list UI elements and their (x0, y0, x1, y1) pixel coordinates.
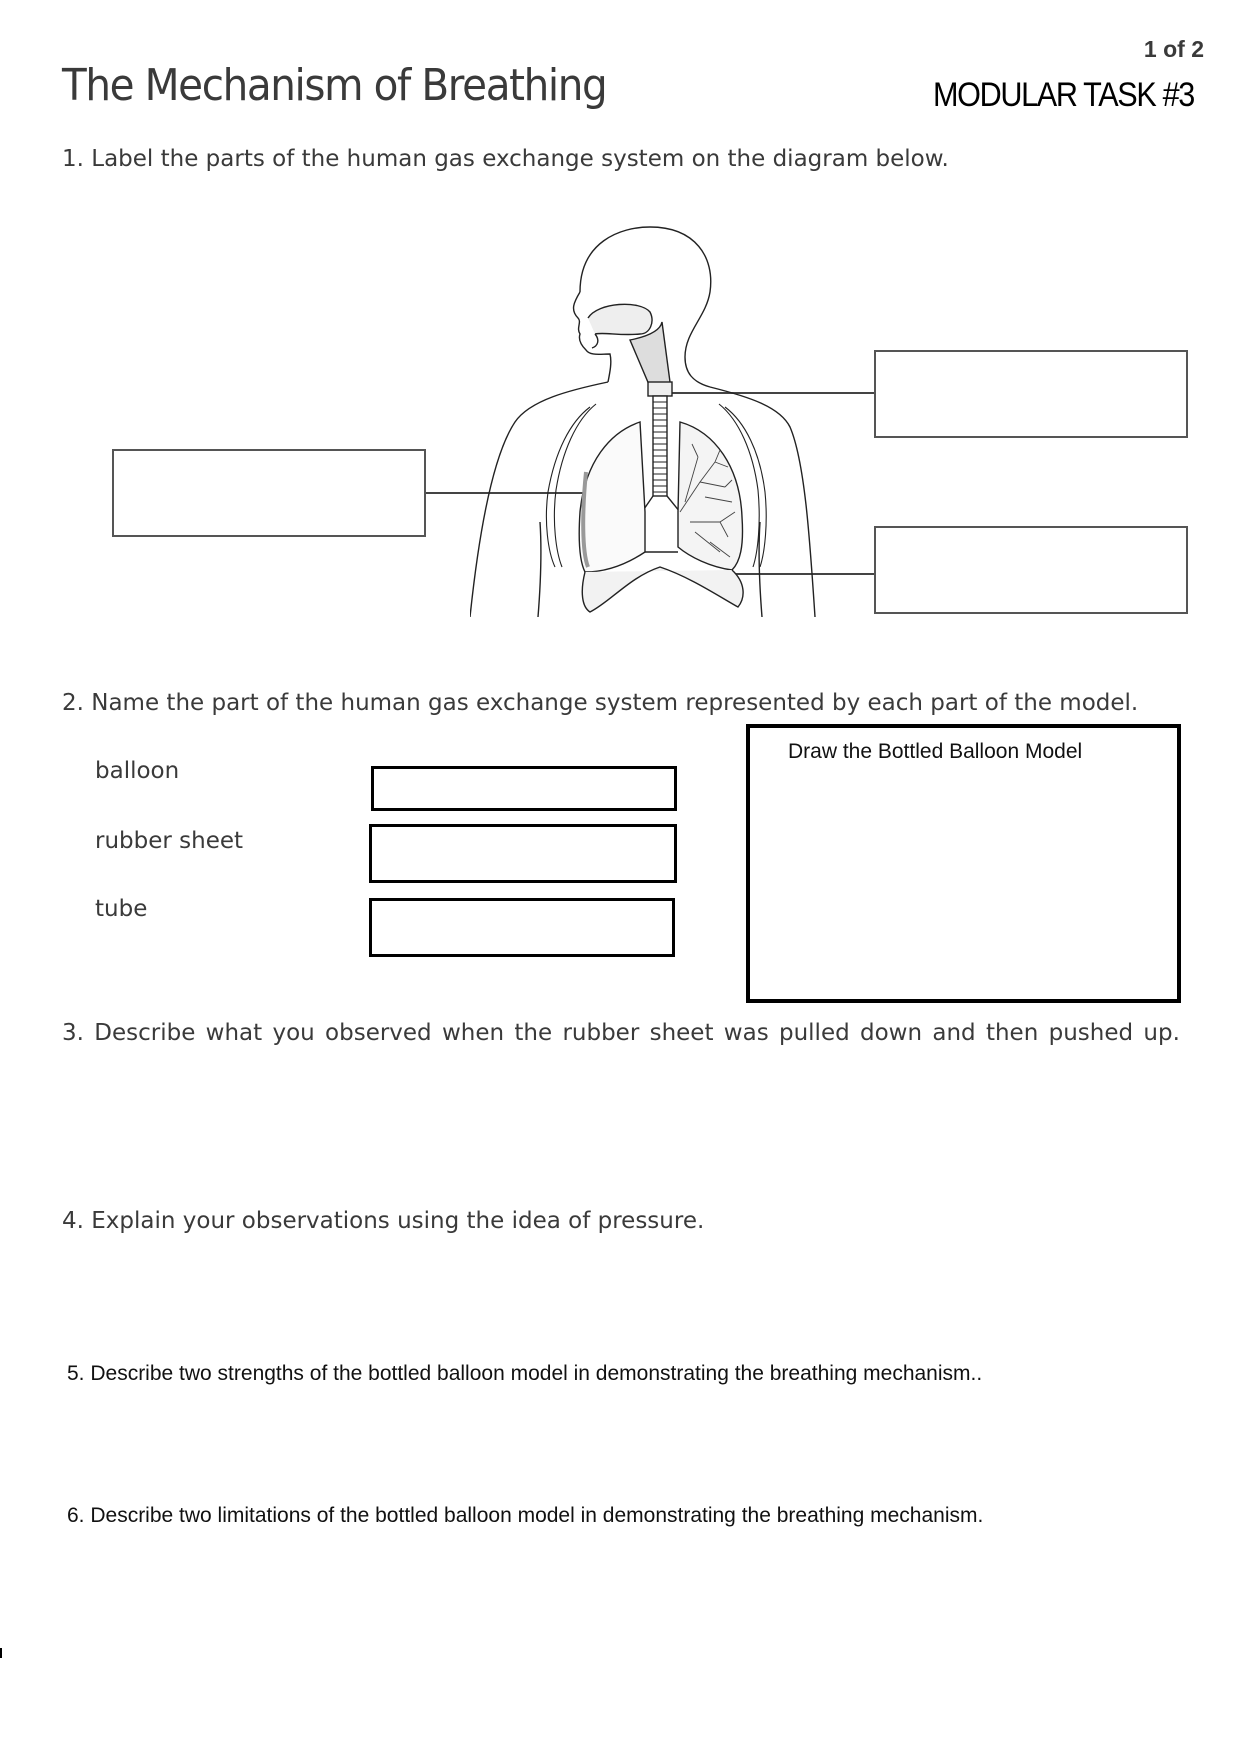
draw-box-title: Draw the Bottled Balloon Model (788, 740, 1083, 763)
question-1: 1. Label the parts of the human gas exchange system on the diagram below. (62, 146, 949, 172)
question-2: 2. Name the part of the human gas exchange system represented by each part of the model. (62, 690, 1139, 716)
task-label: MODULAR TASK #3 (933, 76, 1194, 114)
answer-area-q5[interactable] (62, 1395, 1202, 1500)
question-4: 4. Explain your observations using the idea of pressure. (62, 1208, 705, 1234)
question-6: 6. Describe two limitations of the bottled balloon model in demonstrating the breathing mechanism. (67, 1504, 984, 1527)
page-title: The Mechanism of Breathing (62, 60, 607, 111)
answer-area-q3[interactable] (62, 1060, 1202, 1180)
answer-area-q4[interactable] (62, 1245, 1202, 1355)
label-box-trachea[interactable] (874, 350, 1188, 438)
page-indicator: 1 of 2 (1143, 36, 1204, 62)
answer-area-q6[interactable] (62, 1540, 1202, 1720)
draw-model-box[interactable] (746, 724, 1181, 1003)
model-label-rubber-sheet: rubber sheet (95, 828, 244, 854)
model-label-tube: tube (95, 896, 148, 922)
scan-edge-mark (0, 1648, 2, 1658)
question-3: 3. Describe what you observed when the rubber sheet was pulled down and then pushed up. (62, 1020, 1180, 1046)
answer-box-balloon[interactable] (371, 766, 677, 811)
answer-box-rubber-sheet[interactable] (369, 824, 677, 883)
answer-box-tube[interactable] (369, 898, 675, 957)
question-5: 5. Describe two strengths of the bottled balloon model in demonstrating the breathing mechanism.. (67, 1362, 983, 1385)
model-label-balloon: balloon (95, 758, 180, 784)
respiratory-system-diagram (470, 222, 820, 617)
label-box-lung[interactable] (112, 449, 426, 537)
label-box-diaphragm[interactable] (874, 526, 1188, 614)
